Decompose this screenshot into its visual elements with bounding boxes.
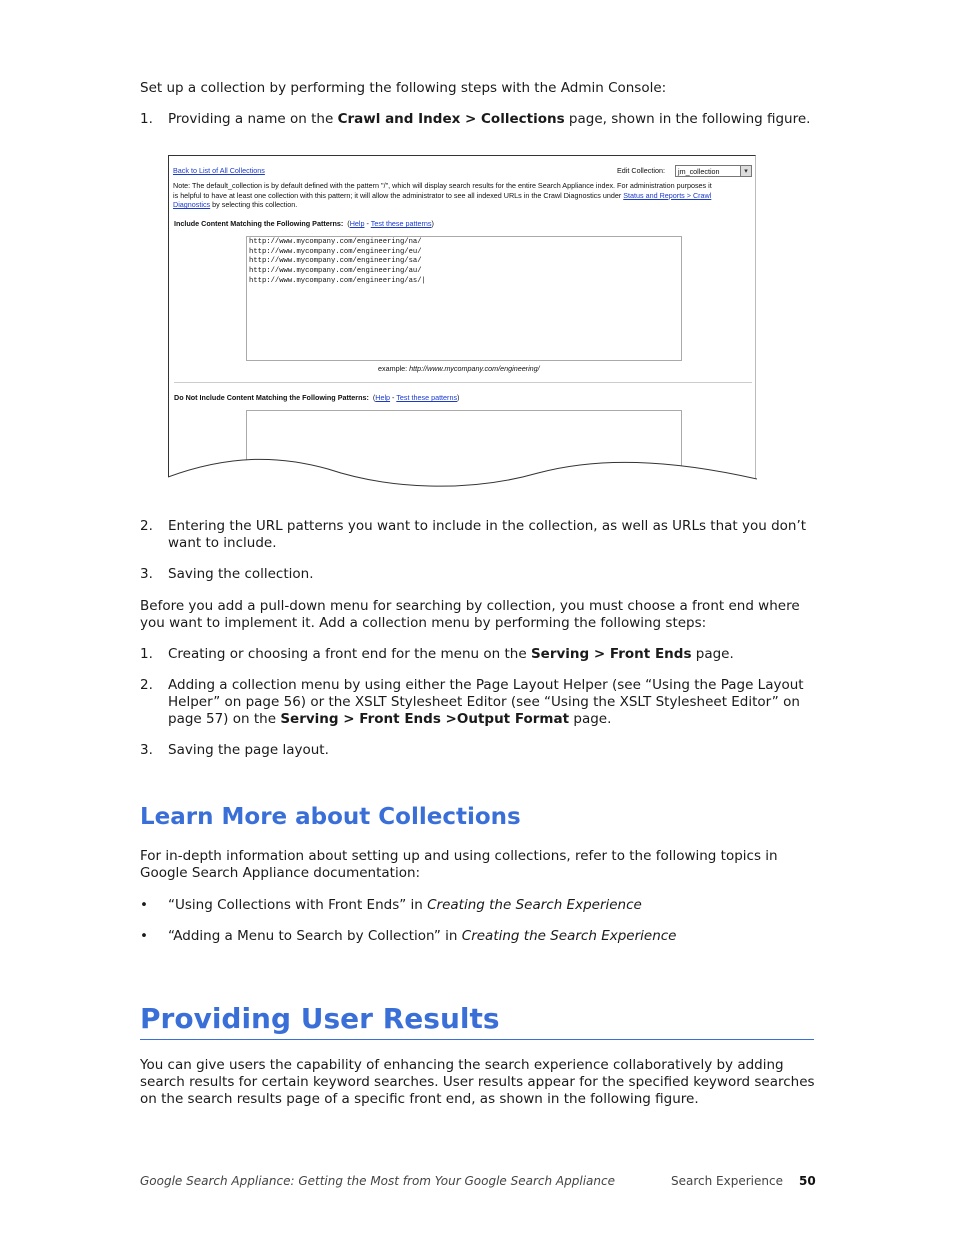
edit-collection-label: Edit Collection: [617, 166, 665, 175]
divider [174, 382, 752, 383]
doc-title-ref: Creating the Search Experience [461, 928, 677, 944]
bullet: • [140, 928, 148, 944]
list-item: Entering the URL patterns you want to include in the collection, as well as URLs that you don’t want to include. [168, 518, 807, 551]
status-reports-link[interactable]: Status and Reports > Crawl [623, 190, 712, 200]
page-number: 50 [799, 1174, 816, 1188]
list-item: Adding a collection menu by using either the Page Layout Helper (see “Using the Page Layout Helper” on page 56) or the XSLT Stylesheet Editor (see “Using the XSLT Stylesheet Editor” on page 57) on the Serving > Front Ends >Output Format page. [168, 677, 804, 727]
edit-collection-select[interactable] [675, 165, 752, 177]
list-item: “Adding a Menu to Search by Collection” in Creating the Search Experience [168, 928, 677, 944]
step-number: 1. [140, 111, 153, 127]
footer-doc-title: Google Search Appliance: Getting the Most from Your Google Search Appliance [140, 1174, 615, 1188]
paragraph: Before you add a pull-down menu for searching by collection, you must choose a front end where you want to implement it. Add a collection menu by performing the following steps: [140, 598, 800, 631]
help-link[interactable]: Help [375, 393, 391, 402]
list-item: “Using Collections with Front Ends” in Creating the Search Experience [168, 897, 642, 913]
back-to-collections-link[interactable]: Back to List of All Collections [173, 166, 265, 175]
list-item: Providing a name on the Crawl and Index > Collections page, shown in the following figure. [168, 111, 811, 127]
section-heading: Learn More about Collections [140, 804, 521, 830]
bullet: • [140, 897, 148, 913]
step-number: 1. [140, 646, 153, 662]
step-number: 3. [140, 566, 153, 582]
test-patterns-link[interactable]: Test these patterns [396, 393, 458, 402]
torn-edge-wave [168, 455, 757, 490]
step-number: 2. [140, 518, 153, 534]
note-line: is helpful to have at least one collection with this pattern; it will allow the administrator to see all indexed URLs in the Crawl Diagnostics under Status and Reports > Crawl [173, 190, 712, 200]
note-line: Diagnostics by selecting this collection. [173, 200, 298, 209]
footer-section: Search Experience [671, 1174, 783, 1188]
doc-title-ref: Creating the Search Experience [427, 897, 642, 913]
ui-path: Serving > Front Ends [530, 646, 692, 662]
example-hint: example: http://www.mycompany.com/engineering/ [378, 364, 540, 373]
list-item: Saving the page layout. [168, 742, 329, 758]
list-item: Creating or choosing a front end for the menu on the Serving > Front Ends page. [168, 646, 734, 662]
step-number: 2. [140, 677, 153, 693]
test-patterns-link[interactable]: Test these patterns [370, 219, 432, 228]
chevron-down-icon: ▾ [740, 166, 751, 176]
paragraph: For in-depth information about setting up and using collections, refer to the following topics in Google Search Appliance documentation: [140, 848, 778, 881]
intro-paragraph: Set up a collection by performing the following steps with the Admin Console: [140, 80, 667, 96]
include-patterns-textarea[interactable] [246, 236, 682, 361]
note-line: Note: The default_collection is by default defined with the pattern "/", which will display search results for the entire Search Appliance index. For administration purposes it [173, 181, 712, 190]
edit-collection-value: jm_collection [678, 167, 720, 176]
diagnostics-link[interactable]: Diagnostics [173, 200, 211, 209]
collections-figure [168, 155, 757, 490]
list-item: Saving the collection. [168, 566, 314, 582]
exclude-patterns-label: Do Not Include Content Matching the Following Patterns: (Help - Test these patterns) [174, 393, 460, 402]
step-number: 3. [140, 742, 153, 758]
heading-rule [140, 1039, 814, 1040]
include-patterns-label: Include Content Matching the Following Patterns: (Help - Test these patterns) [174, 219, 434, 228]
ui-path: Serving > Front Ends >Output Format [280, 711, 570, 727]
paragraph: You can give users the capability of enhancing the search experience collaboratively by adding search results for certain keyword searches. User results appear for the specified keyword searches on the search results page of a specific front end, as shown in the following figure. [140, 1057, 815, 1107]
patterns-text: http://www.mycompany.com/engineering/na/ http://www.mycompany.com/engineering/eu/ http://www.mycompany.com/engineering/sa/ http://www.mycompany.com/engineering/au/ http://www.mycompany.com/engineering/as/| [249, 238, 426, 285]
chapter-heading: Providing User Results [140, 1002, 500, 1035]
help-link[interactable]: Help [349, 219, 365, 228]
ui-path: Crawl and Index > Collections [337, 111, 565, 127]
